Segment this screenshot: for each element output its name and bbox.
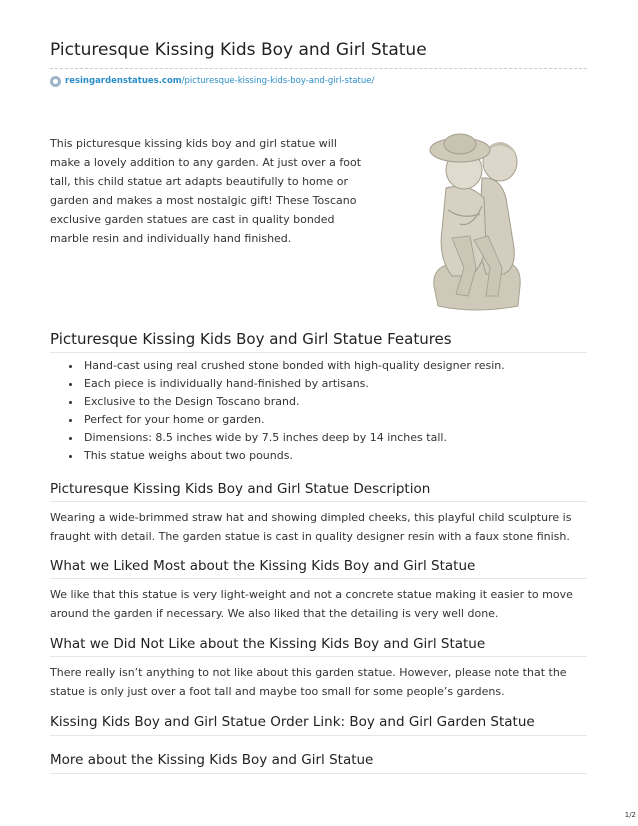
source-line [50, 73, 374, 89]
liked-heading: What we Liked Most about the Kissing Kids Boy and Girl Statue [50, 558, 476, 574]
description-heading: Picturesque Kissing Kids Boy and Girl Statue Description [50, 481, 431, 497]
list-item: • Each piece is individually hand-finished by artisans. [82, 375, 582, 393]
list-item: • Hand-cast using real crushed stone bonded with high-quality designer resin. [82, 357, 582, 375]
title-divider [50, 68, 587, 69]
features-heading: Picturesque Kissing Kids Boy and Girl Statue Features [50, 330, 452, 348]
list-item: • This statue weighs about two pounds. [82, 447, 582, 465]
liked-divider [50, 578, 587, 579]
intro-paragraph: This picturesque kissing kids boy and girl statue will make a lovely addition to any garden. At just over a foot tall, this child statue art adapts beautifully to home or garden and makes a most nostalgic gift! These Toscano exclusive garden statues are cast in quality bonded marble resin and individually hand finished. [50, 137, 362, 245]
description-divider [50, 501, 587, 502]
liked-paragraph: We like that this statue is very light-weight and not a concrete statue making it easier to move around the garden if necessary. We also liked that the detailing is very well done. [50, 588, 573, 620]
page-number: 1/2 [624, 811, 636, 819]
features-list [66, 357, 582, 465]
source-domain-link[interactable]: resingardenstatues.com [65, 76, 182, 86]
disliked-paragraph: There really isn’t anything to not like about this garden statue. However, please note that the statue is only just over a foot tall and maybe too small for some people’s gardens. [50, 666, 567, 698]
order-divider [50, 735, 587, 736]
site-favicon-icon [50, 76, 61, 87]
list-item: • Perfect for your home or garden. [82, 411, 582, 429]
description-paragraph: Wearing a wide-brimmed straw hat and showing dimpled cheeks, this playful child sculpture is fraught with detail. The garden statue is cast in quality designer resin with a faux stone finish. [50, 511, 572, 543]
features-divider [50, 352, 587, 353]
statue-photo [412, 118, 540, 314]
source-path-link[interactable]: /picturesque-kissing-kids-boy-and-girl-statue/ [181, 76, 375, 86]
disliked-divider [50, 656, 587, 657]
disliked-heading: What we Did Not Like about the Kissing Kids Boy and Girl Statue [50, 636, 486, 652]
list-item: • Exclusive to the Design Toscano brand. [82, 393, 582, 411]
order-link-heading[interactable]: Kissing Kids Boy and Girl Statue Order Link: Boy and Girl Garden Statue [50, 714, 535, 730]
more-heading: More about the Kissing Kids Boy and Girl Statue [50, 752, 374, 768]
list-item: • Dimensions: 8.5 inches wide by 7.5 inches deep by 14 inches tall. [82, 429, 582, 447]
more-divider [50, 773, 587, 774]
page-title: Picturesque Kissing Kids Boy and Girl Statue [50, 40, 427, 60]
